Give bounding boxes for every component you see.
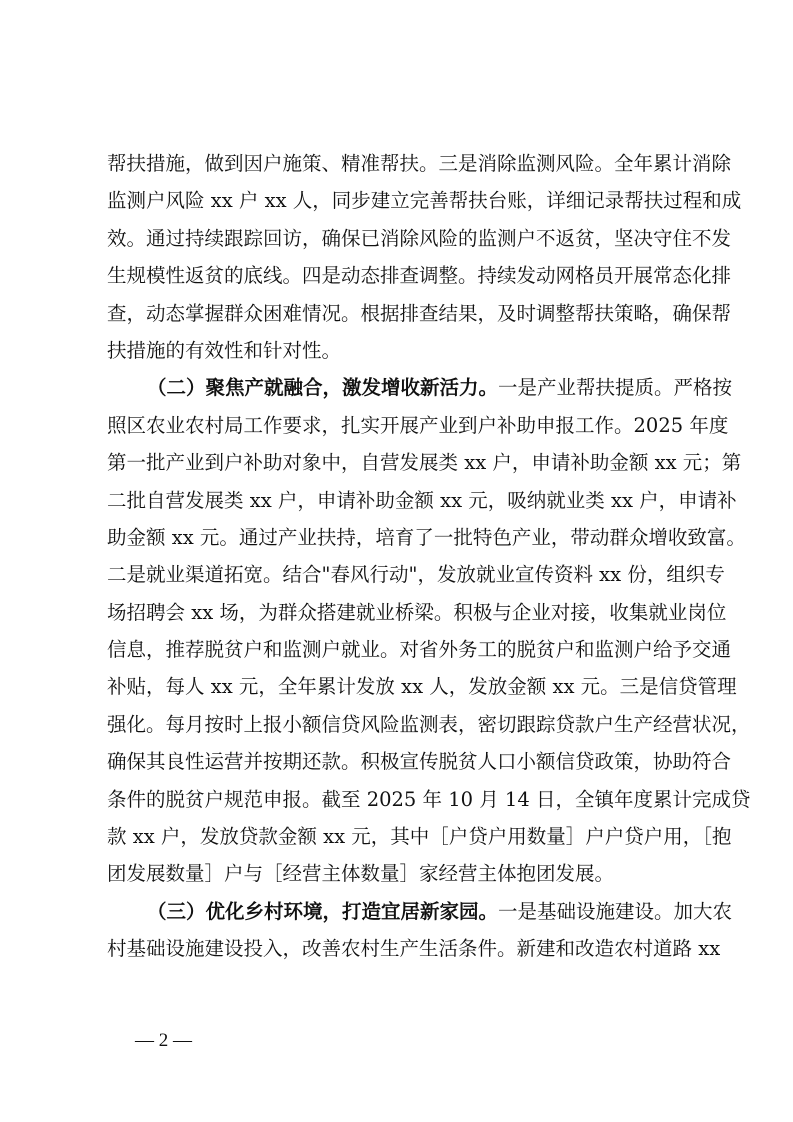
- text-line: 照区农业农村局工作要求，扎实开展产业到户补助申报工作。2025 年度: [107, 413, 729, 437]
- text-line: 款 xx 户，发放贷款金额 xx 元，其中［户贷户用数量］户户贷户用，［抱: [107, 825, 732, 849]
- section-heading: （三）优化乡村环境，打造宜居新家园。: [147, 899, 499, 923]
- text-run: 一是基础设施建设。加大农: [498, 899, 733, 923]
- text-run: 一是产业帮扶提质。严格按: [498, 376, 733, 400]
- text-line: [107, 893, 733, 930]
- text-line: 扶措施的有效性和针对性。: [107, 338, 342, 362]
- text-line: 团发展数量］户与［经营主体数量］家经营主体抱团发展。: [107, 862, 615, 886]
- text-line: 条件的脱贫户规范申报。截至 2025 年 10 月 14 日，全镇年度累计完成贷: [107, 787, 751, 811]
- text-line: [107, 369, 733, 406]
- text-line: 第一批产业到户补助对象中，自营发展类 xx 户，申请补助金额 xx 元；第: [107, 451, 742, 475]
- text-line: 信息，推荐脱贫户和监测户就业。对省外务工的脱贫户和监测户给予交通: [107, 638, 732, 662]
- text-line: 生规模性返贫的底线。四是动态排查调整。持续发动网格员开展常态化排: [107, 264, 732, 288]
- document-body: [107, 145, 751, 968]
- text-line: 场招聘会 xx 场，为群众搭建就业桥梁。积极与企业对接，收集就业岗位: [107, 600, 727, 624]
- text-line: 效。通过持续跟踪回访，确保已消除风险的监测户不返贫，坚决守住不发: [107, 226, 732, 250]
- text-line: 强化。每月按时上报小额信贷风险监测表，密切跟踪贷款户生产经营状况，: [107, 712, 751, 736]
- text-line: 二是就业渠道拓宽。结合"春风行动"，发放就业宣传资料 xx 份，组织专: [107, 563, 725, 587]
- paragraph-1: [107, 145, 742, 369]
- text-line: 确保其良性运营并按期还款。积极宣传脱贫人口小额信贷政策，协助符合: [107, 750, 732, 774]
- text-line: 二批自营发展类 xx 户，申请补助金额 xx 元，吸纳就业类 xx 户，申请补: [107, 488, 737, 512]
- text-line: 补贴，每人 xx 元，全年累计发放 xx 人，发放金额 xx 元。三是信贷管理: [107, 675, 737, 699]
- section-heading: （二）聚焦产就融合，激发增收新活力。: [147, 376, 499, 400]
- text-line: 帮扶措施，做到因户施策、精准帮扶。三是消除监测风险。全年累计消除: [107, 152, 732, 175]
- paragraph-2: [107, 369, 751, 892]
- text-line: 助金额 xx 元。通过产业扶持，培育了一批特色产业，带动群众增收致富。: [107, 525, 746, 549]
- page-number: — 2 —: [135, 1030, 192, 1051]
- paragraph-3: [107, 893, 733, 968]
- text-line: 监测户风险 xx 户 xx 人，同步建立完善帮扶台账，详细记录帮扶过程和成: [107, 189, 742, 213]
- text-line: 村基础设施建设投入，改善农村生产生活条件。新建和改造农村道路 xx: [107, 937, 721, 961]
- text-line: 查，动态掌握群众困难情况。根据排查结果，及时调整帮扶策略，确保帮: [107, 301, 732, 325]
